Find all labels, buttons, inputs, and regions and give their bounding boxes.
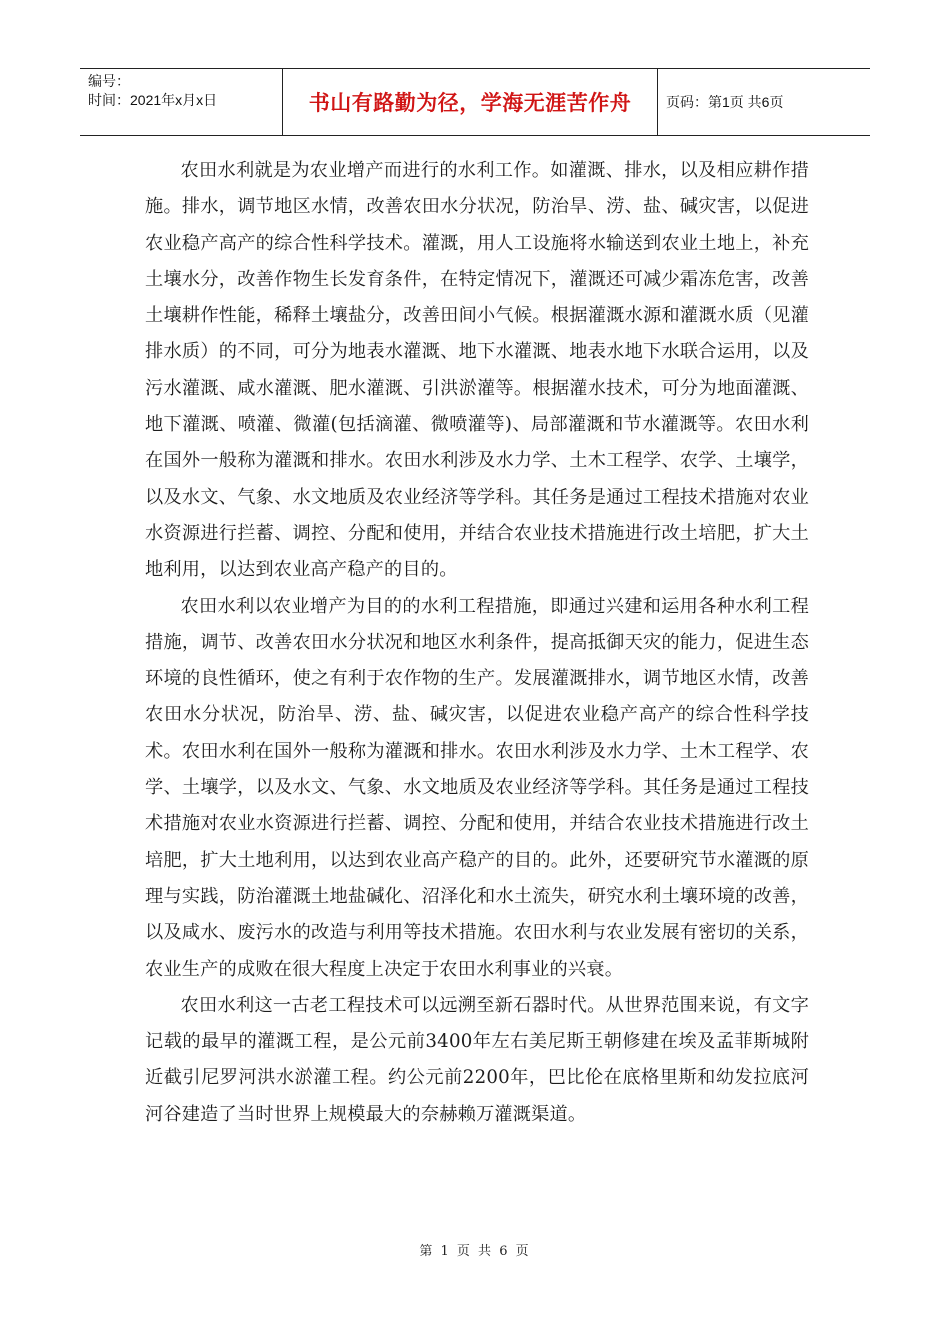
header-page-number: 页码：第1页 共6页 bbox=[666, 94, 784, 110]
paragraph-2: 农田水利以农业增产为目的的水利工程措施，即通过兴建和运用各种水利工程措施，调节、改善农田水分状况和地区水利条件，提高抵御天灾的能力，促进生态环境的良性循环，使之有利于农作物的生产。发展灌溉排水，调节地区水情，改善农田水分状况，防治旱、涝、盐、碱灾害，以促进农业稳产高产的综合性科学技术。农田水利在国外一般称为灌溉和排水。农田水利涉及水力学、土木工程学、农学、土壤学，以及水文、气象、水文地质及农业经济等学科。其任务是通过工程技术措施对农业水资源进行拦蓄、调控、分配和使用，并结合农业技术措施进行改土培肥，扩大土地利用，以达到农业高产稳产的目的。此外，还要研究节水灌溉的原理与实践，防治灌溉土地盐碱化、沼泽化和水土流失，研究水利土壤环境的改善，以及咸水、废污水的改造与利用等技术措施。农田水利与农业发展有密切的关系，农业生产的成败在很大程度上决定于农田水利事业的兴衰。 bbox=[145, 595, 809, 980]
document-code-label: 编号： bbox=[88, 73, 130, 89]
header-motto: 书山有路勤为径，学海无涯苦作舟 bbox=[283, 69, 658, 135]
document-date-label: 时间：2021年x月x日 bbox=[88, 92, 218, 108]
page-footer: 第 1 页 共 6 页 bbox=[419, 1244, 531, 1259]
document-body bbox=[145, 153, 809, 1133]
page-header bbox=[80, 68, 870, 136]
paragraph-1: 农田水利就是为农业增产而进行的水利工作。如灌溉、排水，以及相应耕作措施。排水，调节地区水情，改善农田水分状况，防治旱、涝、盐、碱灾害，以促进农业稳产高产的综合性科学技术。灌溉，用人工设施将水输送到农业土地上，补充土壤水分，改善作物生长发育条件，在特定情况下，灌溉还可减少霜冻危害，改善土壤耕作性能，稀释土壤盐分，改善田间小气候。根据灌溉水源和灌溉水质（见灌排水质）的不同，可分为地表水灌溉、地下水灌溉、地表水地下水联合运用，以及污水灌溉、咸水灌溉、肥水灌溉、引洪淤灌等。根据灌水技术，可分为地面灌溉、地下灌溉、喷灌、微灌(包括滴灌、微喷灌等)、局部灌溉和节水灌溉等。农田水利在国外一般称为灌溉和排水。农田水利涉及水力学、土木工程学、农学、土壤学，以及水文、气象、水文地质及农业经济等学科。其任务是通过工程技术措施对农业水资源进行拦蓄、调控、分配和使用，并结合农业技术措施进行改土培肥，扩大土地利用，以达到农业高产稳产的目的。 bbox=[145, 160, 809, 581]
paragraph-3: 农田水利这一古老工程技术可以远溯至新石器时代。从世界范围来说，有文字记载的最早的灌溉工程，是公元前3400年左右美尼斯王朝修建在埃及孟菲斯城附近截引尼罗河洪水淤灌工程。约公元前2200年，巴比伦在底格里斯和幼发拉底河河谷建造了当时世界上规模最大的奈赫赖万灌溉渠道。 bbox=[145, 994, 809, 1125]
header-meta bbox=[80, 69, 283, 135]
